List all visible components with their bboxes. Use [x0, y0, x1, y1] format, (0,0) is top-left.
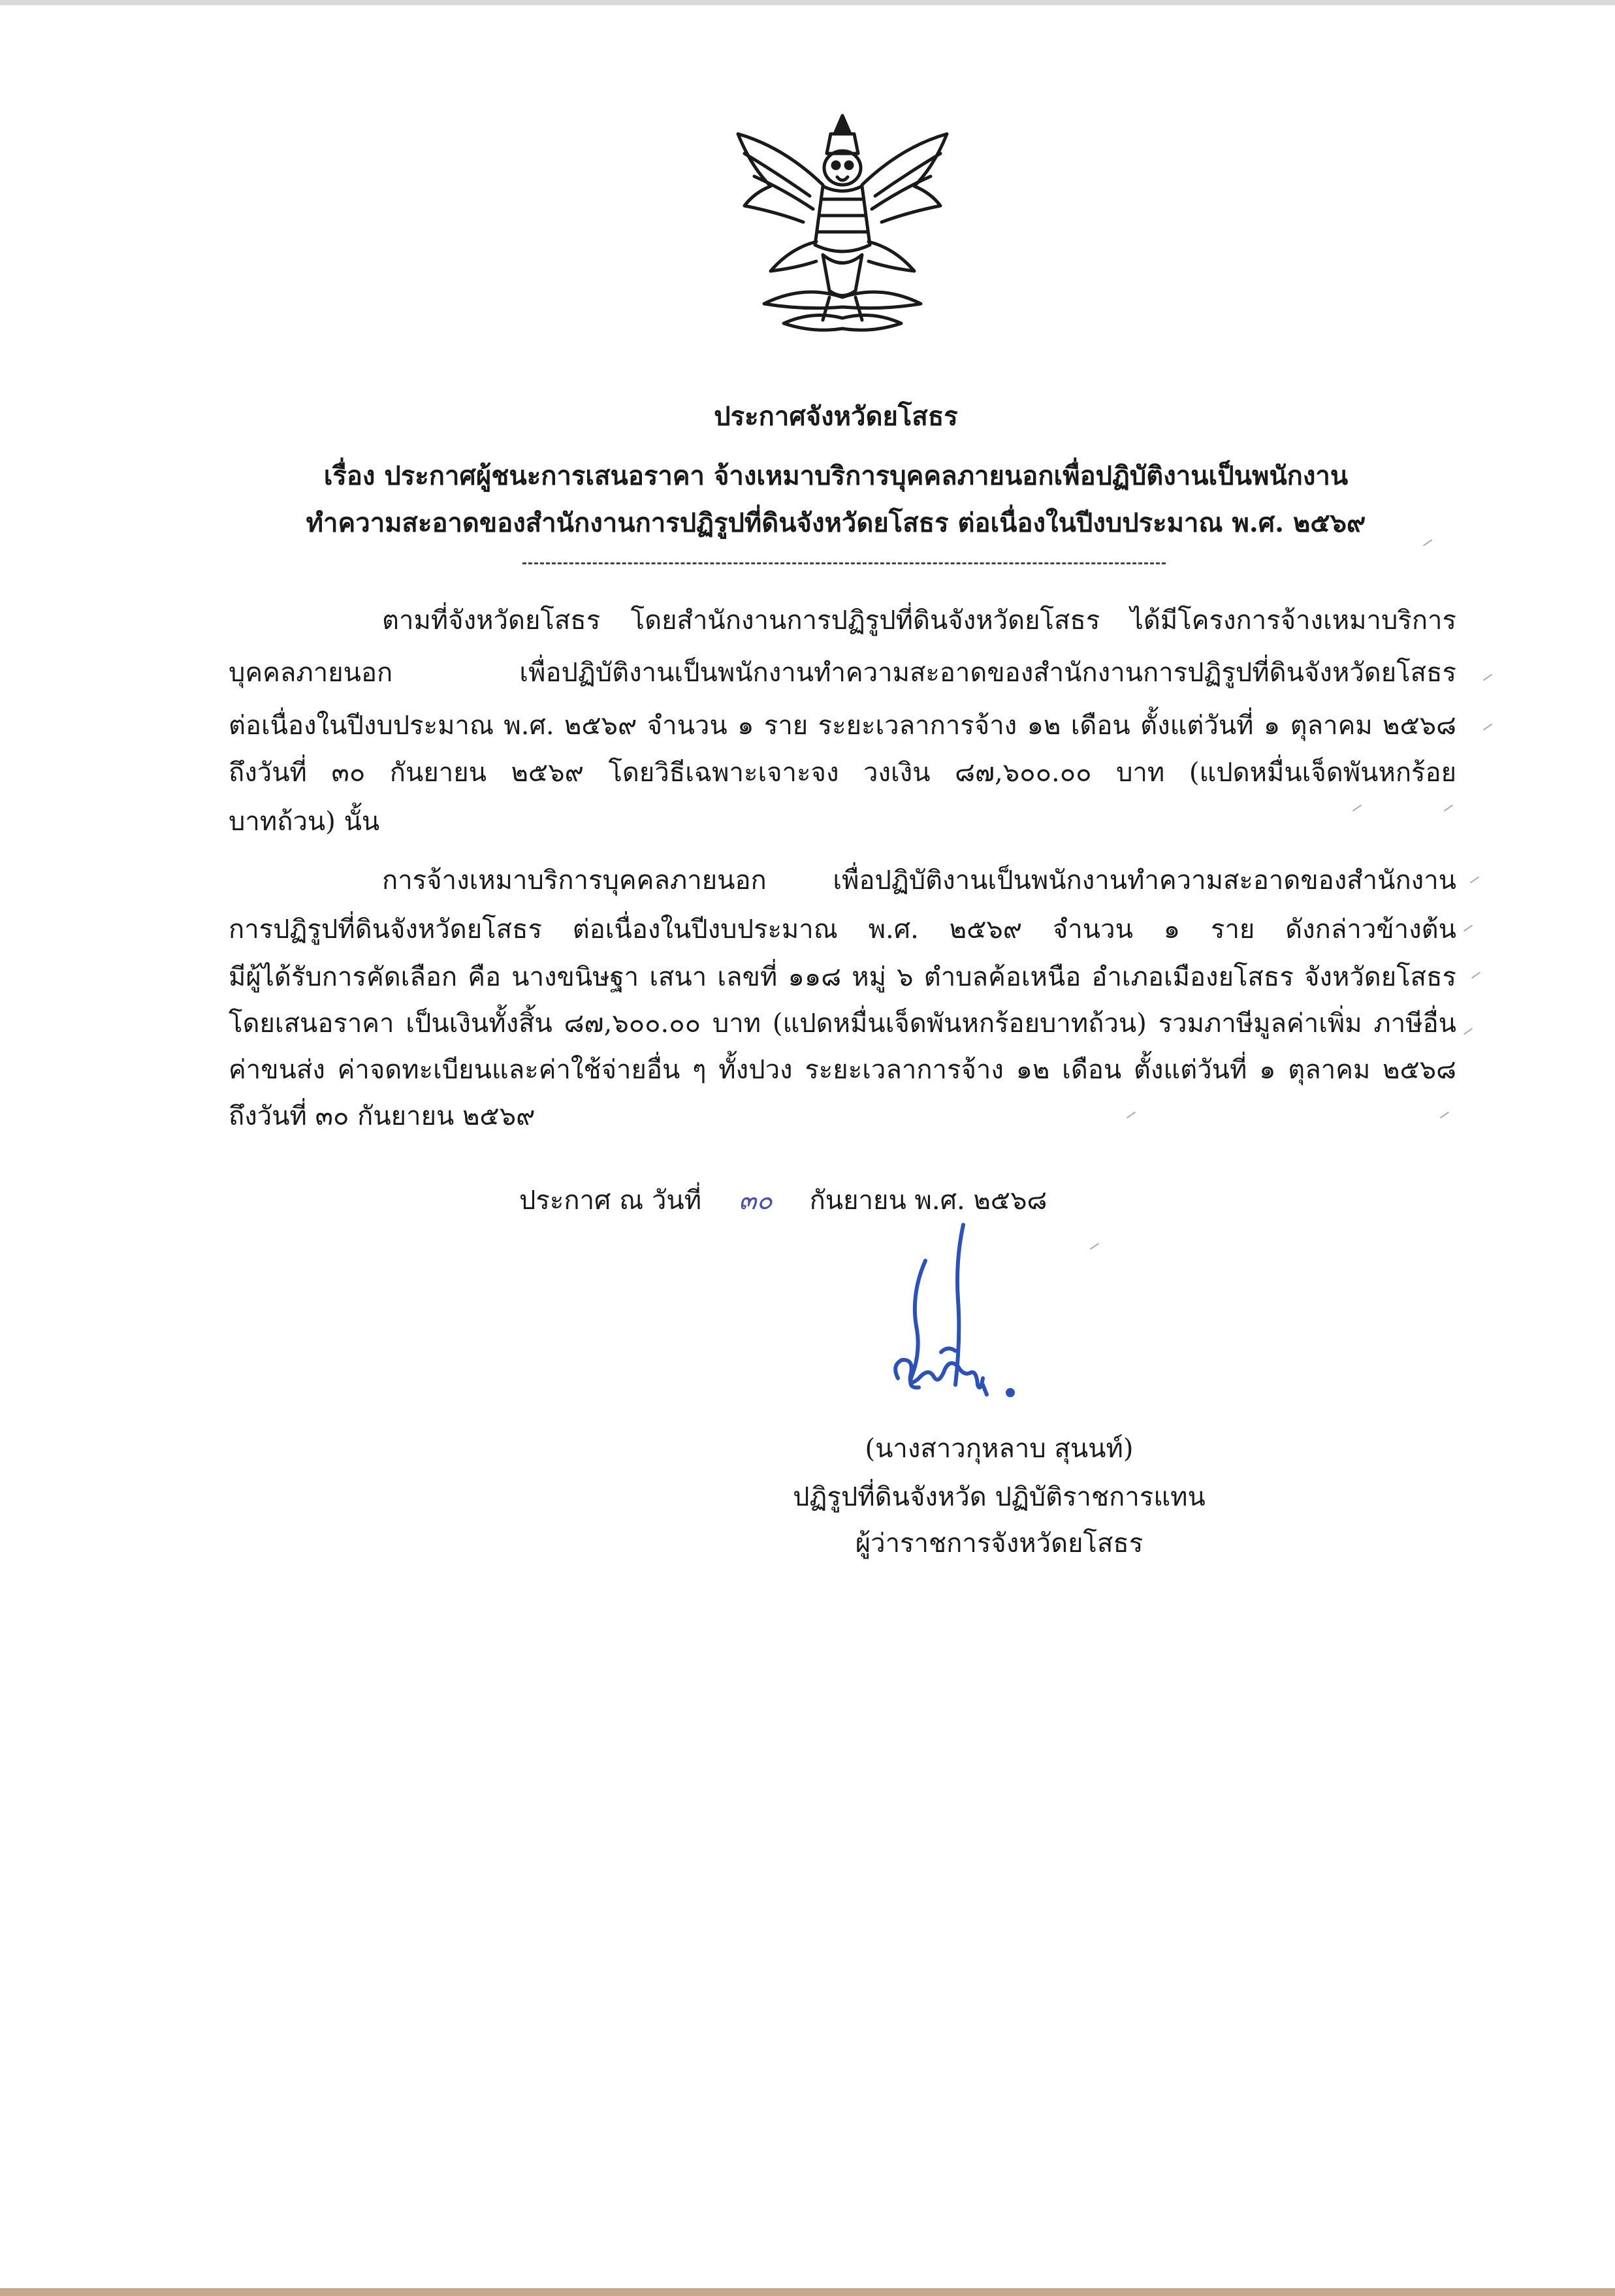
signer-position-line-1: ปฏิรูปที่ดินจังหวัด ปฏิบัติราชการแทน — [793, 1482, 1206, 1512]
signer-name: (นางสาวกุหลาบ สุนนท์) — [865, 1434, 1134, 1464]
announcement-date-month-year: กันยายน พ.ศ. ๒๕๖๘ — [809, 1186, 1047, 1216]
check-mark-tick — [1423, 540, 1432, 547]
garuda-emblem-icon — [725, 108, 960, 346]
announcement-day-handwritten: ๓๐ — [738, 1186, 773, 1216]
check-mark-tick — [1471, 972, 1480, 979]
title-divider — [522, 562, 1166, 564]
scan-top-edge — [0, 0, 1615, 5]
paragraph-2-line: มีผู้ได้รับการคัดเลือก คือ นางขนิษฐา เสนา เลขที่ ๑๑๘ หมู่ ๖ ตำบลค้อเหนือ อำเภอเมืองยโสธร จังหวัดยโสธร — [229, 962, 1456, 992]
paragraph-2-line: ถึงวันที่ ๓๐ กันยายน ๒๕๖๙ — [229, 1101, 536, 1131]
check-mark-tick — [1483, 674, 1492, 681]
check-mark-tick — [1463, 925, 1473, 932]
signer-position-line-2: ผู้ว่าราชการจังหวัดยโสธร — [855, 1528, 1143, 1559]
announcement-subject-line-1: เรื่อง ประกาศผู้ชนะการเสนอราคา จ้างเหมาบริการบุคคลภายนอกเพื่อปฏิบัติงานเป็นพนักงาน — [323, 461, 1349, 491]
paragraph-2-line: โดยเสนอราคา เป็นเงินทั้งสิ้น ๘๗,๖๐๐.๐๐ บาท (แปดหมื่นเจ็ดพันหกร้อยบาทถ้วน) รวมภาษีมูลค่าเพิ่ม ภาษีอื่น — [229, 1009, 1456, 1039]
paragraph-1-line: ต่อเนื่องในปีงบประมาณ พ.ศ. ๒๕๖๙ จำนวน ๑ ราย ระยะเวลาการจ้าง ๑๒ เดือน ตั้งแต่วันที่ ๑ ตุลาคม ๒๕๖๘ — [229, 711, 1456, 741]
announcement-date — [519, 1184, 1047, 1218]
check-mark-tick — [1483, 724, 1492, 731]
paragraph-1-line: บาทถ้วน) นั้น — [229, 807, 380, 837]
handwritten-signature-icon — [885, 1221, 1029, 1417]
paragraph-2-line: การจ้างเหมาบริการบุคคลภายนอก เพื่อปฏิบัติงานเป็นพนักงานทำความสะอาดของสำนักงาน — [382, 865, 1456, 896]
check-mark-tick — [1470, 877, 1479, 884]
announcement-date-prefix: ประกาศ ณ วันที่ — [519, 1186, 702, 1216]
check-mark-tick — [1090, 1243, 1099, 1250]
announcement-title: ประกาศจังหวัดยโสธร — [714, 401, 958, 432]
paragraph-1-line: บุคคลภายนอก เพื่อปฏิบัติงานเป็นพนักงานทำความสะอาดของสำนักงานการปฏิรูปที่ดินจังหวัดยโสธร — [229, 658, 1456, 688]
scan-bottom-edge — [0, 2288, 1615, 2296]
paragraph-2-line: ค่าขนส่ง ค่าจดทะเบียนและค่าใช้จ่ายอื่น ๆ ทั้งปวง ระยะเวลาการจ้าง ๑๒ เดือน ตั้งแต่วันที่ ๑ ตุลาคม ๒๕๖๘ — [229, 1055, 1456, 1085]
paragraph-1-line: ตามที่จังหวัดยโสธร โดยสำนักงานการปฏิรูปที่ดินจังหวัดยโสธร ได้มีโครงการจ้างเหมาบริการ — [382, 606, 1456, 636]
paragraph-1-line: ถึงวันที่ ๓๐ กันยายน ๒๕๖๙ โดยวิธีเฉพาะเจาะจง วงเงิน ๘๗,๖๐๐.๐๐ บาท (แปดหมื่นเจ็ดพันหกร้อย — [229, 758, 1456, 788]
paragraph-2-line: การปฏิรูปที่ดินจังหวัดยโสธร ต่อเนื่องในปีงบประมาณ พ.ศ. ๒๕๖๙ จำนวน ๑ ราย ดังกล่าวข้างต้น — [229, 914, 1456, 945]
check-mark-tick — [1463, 1028, 1473, 1035]
announcement-subject-line-2: ทำความสะอาดของสำนักงานการปฏิรูปที่ดินจังหวัดยโสธร ต่อเนื่องในปีงบประมาณ พ.ศ. ๒๕๖๙ — [306, 508, 1366, 538]
